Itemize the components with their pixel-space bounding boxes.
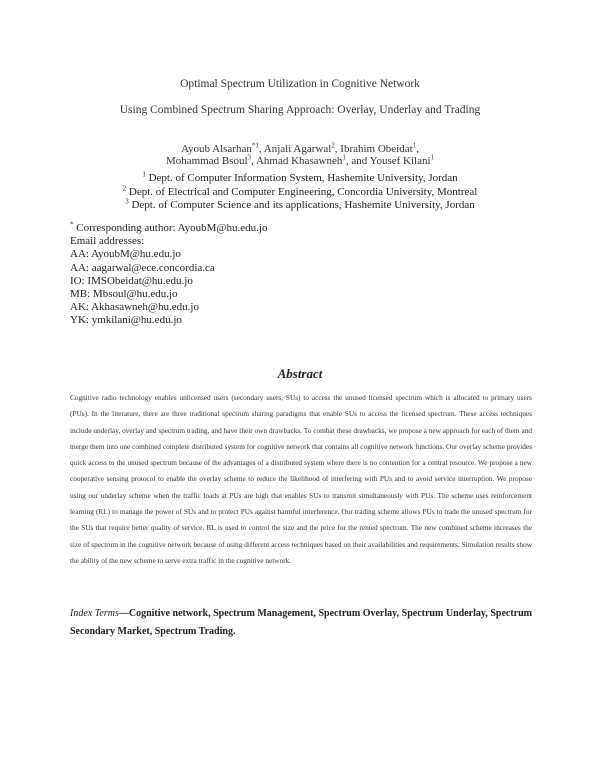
affiliation-text: Dept. of Computer Science and its applications, Hashemite University, Jordan [131,199,475,211]
affiliation-line [0,183,600,200]
abstract-body: Cognitive radio technology enables unlicensed users (secondary users, SUs) to access the unused licensed spectrum which is allocated to primary users (PUs). In the literature, there are three traditional spectrum sharing paradigms that enable SUs to access the licensed spectrum. These access techniques include underlay, overlay and spectrum trading, and have their own drawbacks. To combat these drawbacks, we propose a new approach for each of them and merge them into one combined complete distributed system for cognitive network that contains all cognitive network functions. Our overlay scheme provides quick access to the unused spectrum because of the advantages of a distributed system where there is no contention for a central resource. We propose a new cooperative sensing protocol to enable the overlay scheme to reduce the likelihood of interfering with PUs and to avoid service interruption. We propose using our underlay scheme when the traffic loads at PUs are high that enables SUs to transmit simultaneously with PUs. The scheme uses reinforcement learning (RL) to manage the power of SUs and to protect PUs against harmful interference. Our trading scheme allows PUs to trade the unused spectrum for the SUs that require better quality of service. RL is used to control the size and the price for the rented spectrum. The new combined scheme increases the size of spectrum in the cognitive network because of using different access techniques based on their availabilities and requirements. Simulation results show the ability of the new scheme to serve extra traffic in the cognitive network. [70,393,532,565]
paper-title-line-2: Using Combined Spectrum Sharing Approach: Overlay, Underlay and Trading [119,104,481,116]
author-sup: *1 [251,141,259,150]
email-line: AK: Akhasawneh@hu.edu.jo [70,301,199,314]
affiliation-text: Dept. of Electrical and Computer Engineering, Concordia University, Montreal [128,185,478,198]
email-line: AA: aagarwal@ece.concordia.ca [70,261,215,274]
affiliation-sup: 3 [125,197,129,206]
corresponding-author [70,222,267,235]
email-line: IO: IMSObeidat@hu.edu.jo [70,274,193,287]
author-name: Ahmad Khasawneh [255,155,343,167]
abstract-heading: Abstract [277,366,323,381]
email-line: AA: AyoubM@hu.edu.jo [70,248,181,261]
author-line-1: Ayoub Alsarhan$^{*1}$, Anjali Agarwal$^2$, Ibrahim Obeidat$^1$, [181,141,419,155]
author-sup: 1 [430,153,435,162]
email-line: YK: ymkilani@hu.edu.jo [70,314,182,327]
index-terms-text: —Cognitive network, Spectrum Management, Spectrum Overlay, Spectrum Underlay, Spectrum Secondary Market, Spectrum Trading. [70,608,533,637]
affiliation-sup: 1 [142,170,146,179]
index-terms [70,605,532,641]
affiliation-text: Dept. of Computer Information System, Hashemite University, Jordan [148,172,458,184]
email-line: MB: Mbsoul@hu.edu.jo [70,288,178,301]
author-sup: 1 [412,141,417,150]
paper-title-line-1: Optimal Spectrum Utilization in Cognitive Network [180,78,420,90]
author-name: Mohammad Bsoul [165,155,248,167]
affiliations [0,172,600,213]
affiliation-sup: 2 [122,183,127,192]
author-sup: 2 [331,141,335,150]
email-heading: Email addresses: [70,235,145,248]
author-sup: 1 [342,153,346,162]
affiliation-line [0,172,600,186]
author-name: Anjali Agarwal [263,143,332,155]
corresponding-text: Corresponding author: AyoubM@hu.edu.jo [76,222,268,234]
index-terms-label: Index Terms [70,608,119,619]
author-name: Ibrahim Obeidat [340,143,413,155]
contact-block [70,222,267,328]
affiliation-line [0,199,600,213]
author-name: Ayoub Alsarhan [181,143,252,155]
author-name: Yousef Kilani [369,155,431,167]
author-sup: 3 [247,153,252,162]
author-line-2: Mohammad Bsoul$^3$, Ahmad Khasawneh$^1$, and Yousef Kilani$^1$ [165,153,435,167]
corresponding-sup: * [70,220,74,229]
